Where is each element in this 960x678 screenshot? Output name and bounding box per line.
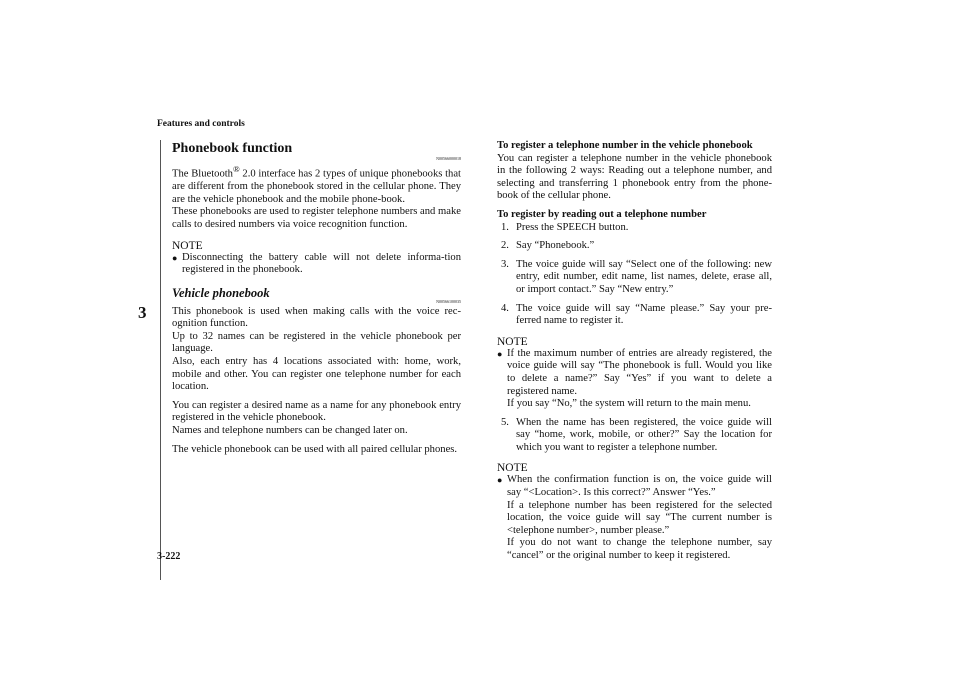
step-item	[497, 303, 772, 328]
note-item	[497, 474, 772, 562]
note-label: NOTE	[172, 239, 203, 252]
section-tab	[127, 140, 161, 580]
note-text-line: If you do not want to change the telephone number, say “cancel” or the original number to keep it registered.	[507, 537, 772, 562]
bullet-icon: ●	[497, 475, 503, 486]
step-number: 2.	[501, 240, 509, 252]
section-code: N00566000018	[436, 156, 461, 161]
procedure-subheading: To register by reading out a telephone number	[497, 208, 707, 220]
note-text-line: If you say “No,” the system will return to the main menu.	[507, 398, 751, 410]
step-text: The voice guide will say “Name please.” Say your pre-ferred name to register it.	[516, 302, 772, 327]
section-number: 3	[138, 303, 147, 322]
step-number: 1.	[501, 221, 509, 233]
step-text: The voice guide will say “Select one of the following: new entry, edit number, edit name, list names, delete, erase all, or import contact.” Say “New entry.”	[516, 258, 772, 295]
section-title-text: Phonebook function	[172, 141, 293, 156]
page-number: 3-222	[157, 551, 181, 562]
step-number: 3.	[501, 258, 509, 270]
note-text	[507, 348, 772, 411]
note-text: Disconnecting the battery cable will not delete informa-tion registered in the phonebook.	[182, 251, 461, 276]
intro-text-end: 2.0 interface has 2 types of unique phonebooks that are different from the phonebook stored in the cellular phone. They are the vehicle phonebook and the mobile phone-book.	[172, 168, 461, 205]
bullet-icon: ●	[172, 252, 178, 263]
paragraph: Also, each entry has 4 locations associated with: home, work, mobile and other. You can register one telephone number for each location.	[172, 356, 461, 393]
paragraph: The vehicle phonebook can be used with all paired cellular phones.	[172, 443, 458, 455]
step-item	[497, 417, 772, 455]
running-header: Features and controls	[157, 119, 245, 129]
step-number: 4.	[501, 302, 509, 314]
intro-paragraph	[172, 163, 461, 206]
note-text-line: If the maximum number of entries are already registered, the voice guide will say “The phonebook is full. Would you like to delete a name?” Say “Yes” if you want to delete a registered name.	[507, 347, 772, 397]
paragraph: You can register a desired name as a name for any phonebook entry registered in the vehicle phonebook.	[172, 399, 461, 424]
registered-mark: ®	[232, 164, 240, 174]
note-text-line: When the confirmation function is on, the voice guide will say “<Location>. Is this correct?” Answer “Yes.”	[507, 474, 772, 499]
intro-text-start: The Bluetooth	[172, 168, 233, 180]
step-item	[497, 240, 772, 253]
bullet-icon: ●	[497, 348, 503, 359]
note-text-line: If a telephone number has been registered for the selected location, the voice guide will say “The current number is <telephone number>, number please.”	[507, 499, 772, 536]
note-text	[507, 474, 772, 562]
step-item	[497, 222, 772, 235]
paragraph: You can register a telephone number in the vehicle phonebook in the following 2 ways: Reading out a telephone number, and selecting and transferring 1 phonebook entry from the phone-book of the cellular phone.	[497, 152, 772, 202]
subsection-code: N00566100035	[436, 298, 461, 304]
step-text: Say “Phonebook.”	[516, 240, 595, 252]
step-number: 5.	[501, 416, 509, 428]
paragraph: Names and telephone numbers can be changed later on.	[172, 425, 408, 437]
step-item	[497, 259, 772, 297]
note-item	[497, 348, 772, 411]
right-column	[497, 140, 772, 563]
paragraph: These phonebooks are used to register telephone numbers and make calls to desired numbers via voice recognition function.	[172, 206, 461, 230]
section-title	[172, 141, 461, 161]
subsection-title	[172, 285, 461, 304]
paragraph: Up to 32 names can be registered in the vehicle phonebook per language.	[172, 330, 461, 355]
procedure-heading: To register a telephone number in the vehicle phonebook	[497, 140, 753, 151]
left-column	[172, 140, 461, 456]
step-text: When the name has been registered, the voice guide will say “home, work, mobile, or other?” Say the location for which you want to register a telephone number.	[516, 416, 772, 453]
note-label: NOTE	[497, 462, 528, 475]
step-text: Press the SPEECH button.	[516, 221, 629, 233]
note-item	[172, 252, 461, 277]
note-label: NOTE	[497, 335, 528, 348]
subsection-title-text: Vehicle phonebook	[172, 285, 270, 300]
paragraph: This phonebook is used when making calls with the voice rec-ognition function.	[172, 305, 461, 330]
